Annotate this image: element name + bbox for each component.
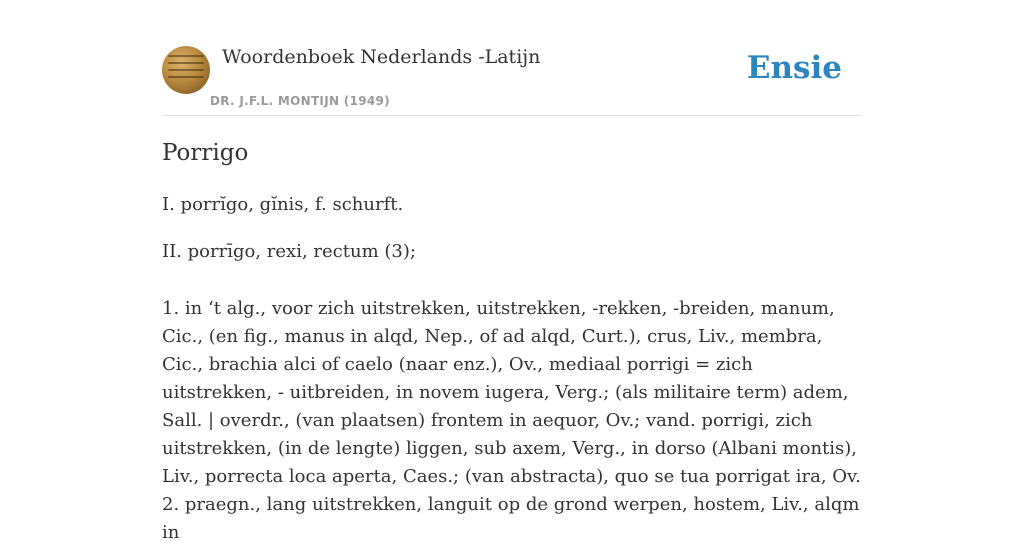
- header-divider: [162, 115, 862, 116]
- logo-inscription: [168, 55, 204, 85]
- entry-definition-2: II. porrīgo, rexi, rectum (3);: [162, 241, 416, 262]
- entry-definition-1: I. porrĭgo, gĭnis, f. schurft.: [162, 194, 404, 215]
- entry-paragraph: 1. in ‘t alg., voor zich uitstrekken, uitstrekken, -rekken, -breiden, manum, Cic., (en fig., manus in alqd, Nep., of ad alqd, Curt.), crus, Liv., membra, Cic., brachia alci of caelo (naar enz.), Ov., mediaal porrigi = zich uitstrekken, - uitbreiden, in novem iugera, Verg.; (als militaire term) adem, Sall. | overdr., (van plaatsen) frontem in aequor, Ov.; vand. porrigi, zich uitstrekken, (in de lengte) liggen, sub axem, Verg., in dorso (Albani montis), Liv., porrecta loca aperta, Caes.; (van abstracta), quo se tua porrigat ira, Ov.: [162, 298, 861, 487]
- dictionary-author: DR. J.F.L. MONTIJN (1949): [210, 94, 390, 108]
- entry-title: Porrigo: [162, 140, 249, 166]
- dictionary-logo: [162, 46, 210, 94]
- ensie-logo-link[interactable]: Ensie: [746, 50, 842, 86]
- entry-paragraph: 2. praegn., lang uitstrekken, languit op de grond werpen, hostem, Liv., alqm in: [162, 494, 860, 543]
- entry-body: [162, 295, 862, 547]
- dictionary-title[interactable]: Woordenboek Nederlands -Latijn: [222, 46, 541, 68]
